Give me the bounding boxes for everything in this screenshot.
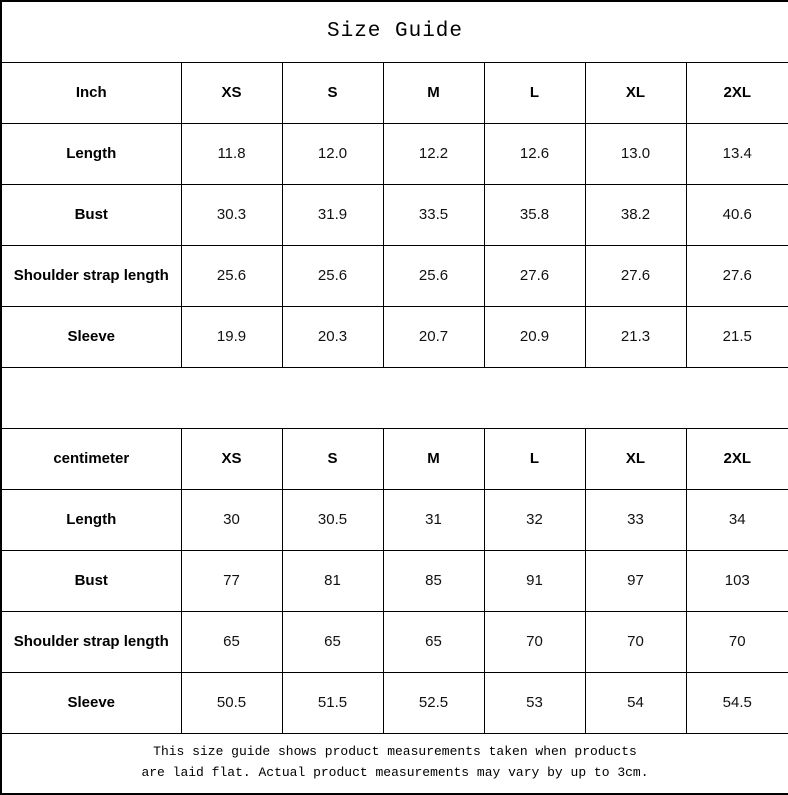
measurement-cell: 12.0	[282, 123, 383, 184]
measurement-cell: 91	[484, 550, 585, 611]
measurement-cell: 54	[585, 672, 686, 733]
table-row	[1, 123, 788, 184]
size-header-s: S	[282, 62, 383, 123]
measurement-cell: 77	[181, 550, 282, 611]
table-row	[1, 489, 788, 550]
measurement-cell: 54.5	[686, 672, 788, 733]
measurement-cell: 51.5	[282, 672, 383, 733]
measurement-cell: 19.9	[181, 306, 282, 367]
page-title: Size Guide	[1, 1, 788, 62]
size-header-m: M	[383, 428, 484, 489]
size-header-2xl: 2XL	[686, 428, 788, 489]
spacer-row	[1, 367, 788, 428]
measurement-cell: 21.5	[686, 306, 788, 367]
measurement-cell: 12.6	[484, 123, 585, 184]
measurement-cell: 20.7	[383, 306, 484, 367]
table-row	[1, 245, 788, 306]
size-header-xs: XS	[181, 428, 282, 489]
table-row	[1, 306, 788, 367]
measurement-cell: 20.3	[282, 306, 383, 367]
measurement-cell: 85	[383, 550, 484, 611]
measurement-cell: 31.9	[282, 184, 383, 245]
measurement-cell: 30.3	[181, 184, 282, 245]
measurement-cell: 25.6	[181, 245, 282, 306]
measurement-cell: 31	[383, 489, 484, 550]
measurement-cell: 21.3	[585, 306, 686, 367]
measurement-cell: 65	[282, 611, 383, 672]
inch-header-row	[1, 62, 788, 123]
measurement-cell: 11.8	[181, 123, 282, 184]
size-header-2xl: 2XL	[686, 62, 788, 123]
measurement-cell: 27.6	[585, 245, 686, 306]
row-label-length: Length	[1, 123, 181, 184]
measurement-cell: 30	[181, 489, 282, 550]
table-row	[1, 550, 788, 611]
measurement-cell: 13.0	[585, 123, 686, 184]
size-header-xl: XL	[585, 428, 686, 489]
measurement-cell: 38.2	[585, 184, 686, 245]
size-header-l: L	[484, 62, 585, 123]
measurement-cell: 53	[484, 672, 585, 733]
table-row	[1, 611, 788, 672]
table-row	[1, 672, 788, 733]
table-row	[1, 184, 788, 245]
measurement-cell: 13.4	[686, 123, 788, 184]
measurement-cell: 70	[484, 611, 585, 672]
row-label-sleeve: Sleeve	[1, 672, 181, 733]
footer-note-line2: are laid flat. Actual product measurements may vary by up to 3cm.	[141, 765, 649, 781]
measurement-cell: 40.6	[686, 184, 788, 245]
footer-note-line1: This size guide shows product measurements taken when products	[153, 744, 637, 760]
unit-header-inch: Inch	[1, 62, 181, 123]
measurement-cell: 65	[383, 611, 484, 672]
row-label-shoulder-strap-length: Shoulder strap length	[1, 611, 181, 672]
measurement-cell: 33	[585, 489, 686, 550]
row-label-bust: Bust	[1, 184, 181, 245]
row-label-bust: Bust	[1, 550, 181, 611]
title-row	[1, 1, 788, 62]
measurement-cell: 27.6	[686, 245, 788, 306]
footer-row	[1, 733, 788, 794]
size-header-xl: XL	[585, 62, 686, 123]
measurement-cell: 70	[585, 611, 686, 672]
size-header-xs: XS	[181, 62, 282, 123]
row-label-length: Length	[1, 489, 181, 550]
size-header-l: L	[484, 428, 585, 489]
measurement-cell: 25.6	[282, 245, 383, 306]
spacer-cell	[1, 367, 788, 428]
measurement-cell: 27.6	[484, 245, 585, 306]
row-label-sleeve: Sleeve	[1, 306, 181, 367]
measurement-cell: 33.5	[383, 184, 484, 245]
measurement-cell: 50.5	[181, 672, 282, 733]
measurement-cell: 52.5	[383, 672, 484, 733]
size-header-s: S	[282, 428, 383, 489]
row-label-shoulder-strap-length: Shoulder strap length	[1, 245, 181, 306]
measurement-cell: 65	[181, 611, 282, 672]
measurement-cell: 70	[686, 611, 788, 672]
measurement-cell: 25.6	[383, 245, 484, 306]
size-header-m: M	[383, 62, 484, 123]
measurement-cell: 12.2	[383, 123, 484, 184]
unit-header-centimeter: centimeter	[1, 428, 181, 489]
measurement-cell: 97	[585, 550, 686, 611]
measurement-cell: 103	[686, 550, 788, 611]
measurement-cell: 30.5	[282, 489, 383, 550]
measurement-cell: 20.9	[484, 306, 585, 367]
cm-header-row	[1, 428, 788, 489]
measurement-cell: 35.8	[484, 184, 585, 245]
measurement-cell: 32	[484, 489, 585, 550]
measurement-cell: 34	[686, 489, 788, 550]
footer-note	[1, 733, 788, 794]
measurement-cell: 81	[282, 550, 383, 611]
